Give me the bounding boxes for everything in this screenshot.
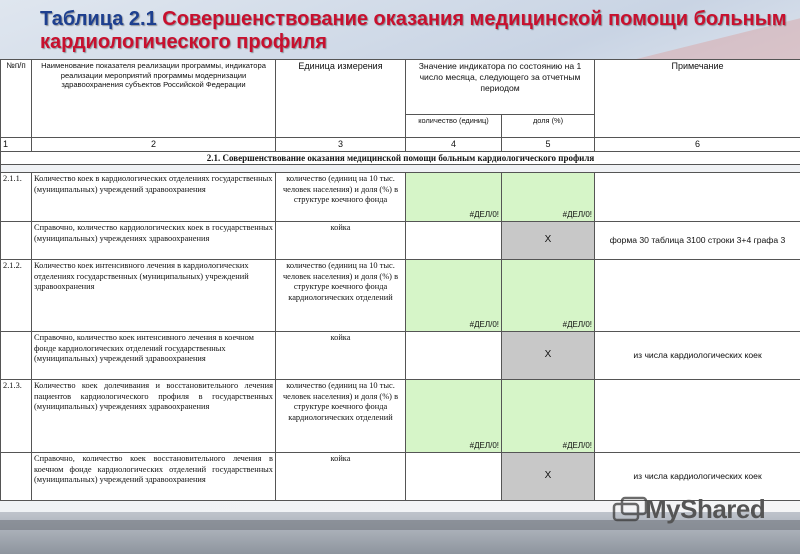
header-note: Примечание (595, 60, 800, 138)
row-unit: койка (276, 453, 406, 501)
row-unit: койка (276, 222, 406, 260)
row-number: 2.1.2. (1, 260, 32, 332)
row-number (1, 332, 32, 380)
slide-title (40, 8, 800, 54)
table-row (1, 222, 800, 260)
row-count-cell[interactable]: #ДЕЛ/0! (406, 173, 502, 222)
row-count-cell[interactable] (406, 332, 502, 380)
row-note: из числа кардиологических коек (595, 453, 800, 501)
row-share-cell[interactable]: #ДЕЛ/0! (502, 380, 595, 453)
row-note (595, 380, 800, 453)
spacer-row (1, 165, 800, 173)
row-note: форма 30 таблица 3100 строки 3+4 графа 3 (595, 222, 800, 260)
row-note (595, 173, 800, 222)
row-share-cell: X (502, 222, 595, 260)
header-num: №п/п (1, 60, 32, 138)
row-unit: количество (единиц на 10 тыс. человек населения) и доля (%) в структуре коечного фонда (276, 173, 406, 222)
column-number: 2 (32, 138, 276, 152)
row-number: 2.1.1. (1, 173, 32, 222)
row-name: Количество коек долечивания и восстановительного лечения пациентов кардиологического профиля в государственных (муниципальных) учреждениях здравоохранения (32, 380, 276, 453)
column-number: 3 (276, 138, 406, 152)
row-number: 2.1.3. (1, 380, 32, 453)
header-count: количество (единиц) (406, 115, 502, 138)
row-name: Справочно, количество коек интенсивного лечения в коечном фонде кардиологических отделений государственных (муниципальных) учреждений здравоохранения (32, 332, 276, 380)
row-name: Количество коек в кардиологических отделениях государственных (муниципальных) учреждений здравоохранения (32, 173, 276, 222)
table-row (1, 173, 800, 222)
row-share-cell[interactable]: #ДЕЛ/0! (502, 173, 595, 222)
row-count-cell[interactable]: #ДЕЛ/0! (406, 260, 502, 332)
row-count-cell[interactable]: #ДЕЛ/0! (406, 380, 502, 453)
row-unit: количество (единиц на 10 тыс. человек населения) и доля (%) в структуре коечного фонда кардиологических отделений (276, 260, 406, 332)
column-number: 4 (406, 138, 502, 152)
row-note: из числа кардиологических коек (595, 332, 800, 380)
row-name: Количество коек интенсивного лечения в кардиологических отделениях государственных (муниципальных) учреждений здравоохранения (32, 260, 276, 332)
table-row (1, 380, 800, 453)
watermark-text: MyShared (645, 494, 766, 524)
row-share-cell: X (502, 453, 595, 501)
header-value: Значение индикатора по состоянию на 1 число месяца, следующего за отчетным периодом (406, 60, 595, 115)
row-note (595, 260, 800, 332)
row-number (1, 453, 32, 501)
slide-title-rest: Совершенствование оказания медицинской помощи больным кардиологического профиля (40, 8, 787, 53)
section-row (1, 151, 800, 165)
table-header-row (1, 60, 800, 115)
header-share: доля (%) (502, 115, 595, 138)
column-number-row (1, 138, 800, 152)
column-number: 6 (595, 138, 800, 152)
header-name: Наименование показателя реализации программы, индикатора реализации мероприятий программы модернизации здравоохранения субъектов Российской Федерации (32, 60, 276, 138)
row-share-cell: X (502, 332, 595, 380)
row-name: Справочно, количество кардиологических коек в государственных (муниципальных) учреждениях здравоохранения (32, 222, 276, 260)
header-unit: Единица измерения (276, 60, 406, 138)
table-row (1, 260, 800, 332)
row-number (1, 222, 32, 260)
row-name: Справочно, количество коек восстановительного лечения в коечном фонде кардиологических отделений государственных (муниципальных) учреждений здравоохранения (32, 453, 276, 501)
column-number: 1 (1, 138, 32, 152)
slide-title-lead: Таблица 2.1 (40, 8, 157, 30)
indicator-table (0, 59, 800, 501)
row-count-cell[interactable] (406, 222, 502, 260)
section-title: 2.1. Совершенствование оказания медицинской помощи больным кардиологического профиля (1, 151, 800, 165)
table-row (1, 332, 800, 380)
column-number: 5 (502, 138, 595, 152)
row-share-cell[interactable]: #ДЕЛ/0! (502, 260, 595, 332)
row-unit: койка (276, 332, 406, 380)
row-count-cell[interactable] (406, 453, 502, 501)
row-unit: количество (единиц на 10 тыс. человек населения) и доля (%) в структуре коечного фонда кардиологических отделений (276, 380, 406, 453)
